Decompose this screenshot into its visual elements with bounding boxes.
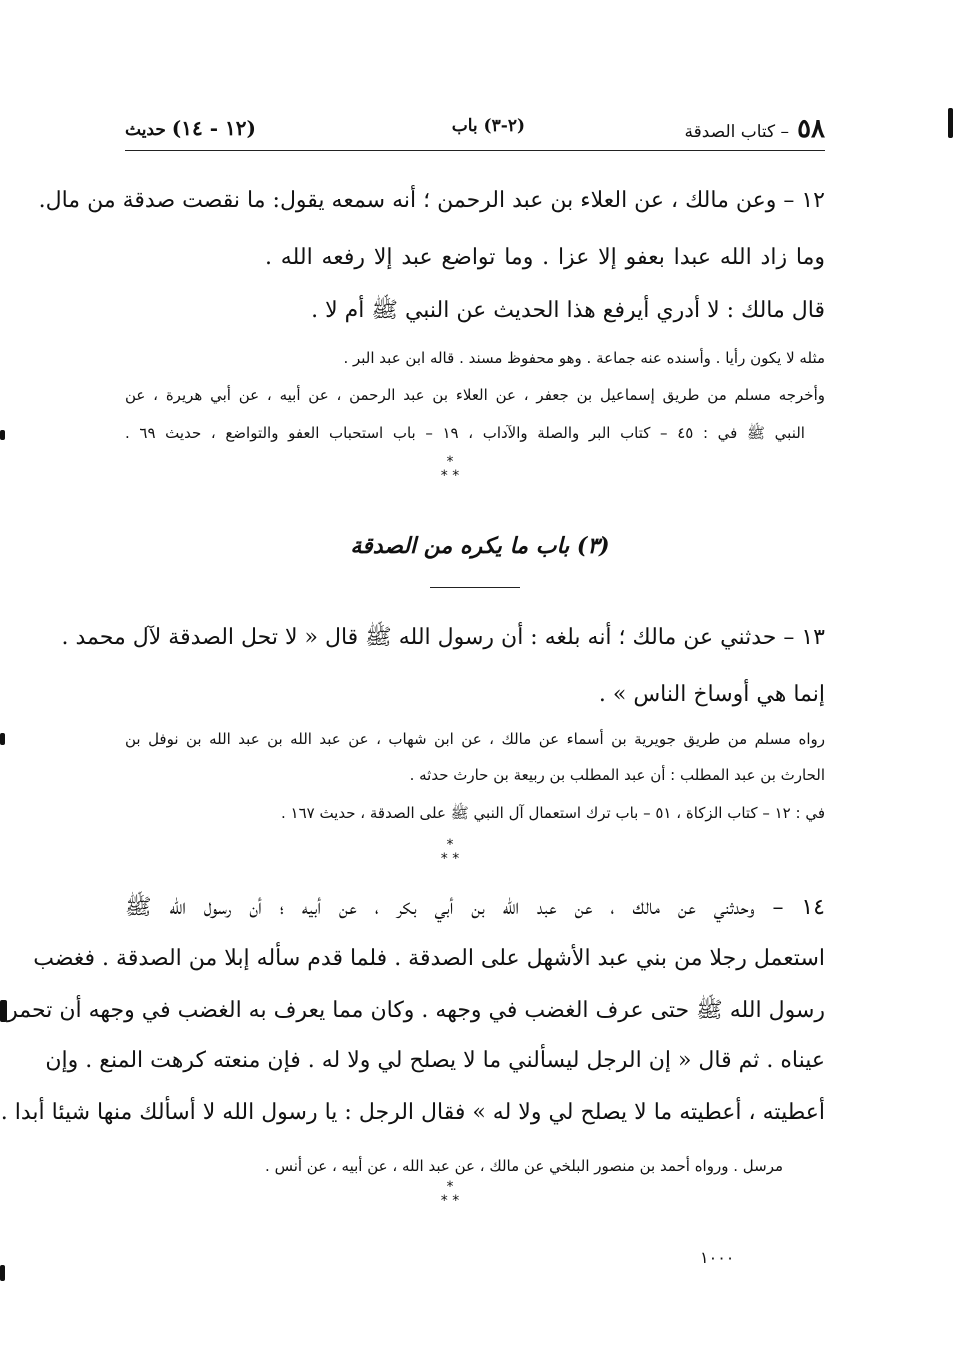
hadith13-line-2: إنما هي أوساخ الناس » . [598, 682, 825, 707]
scan-artifact-bottom-left [0, 1265, 5, 1281]
hadith13-divider-stars: * * * [440, 837, 460, 867]
scan-artifact-upper-left [0, 430, 5, 440]
hadith12-line-2: وما زاد الله عبدا بعفو إلا عزا . وما تواضع عبد إلا رفعه الله . [265, 245, 825, 270]
hadith12-note-3: النبي ﷺ في : ٤٥ – كتاب البر والصلة والآداب ، ١٩ – باب استحباب العفو والتواضع ، حديث ٦٩ . [125, 424, 805, 442]
hadith14-line-2: استعمل رجلا من بني عبد الأشهل على الصدقة . فلما قدم سأله إبلا من الصدقة . فغضب [33, 946, 825, 971]
header-rule [125, 150, 825, 151]
hadith13-note-3: في : ١٢ – كتاب الزكاة ، ٥١ – باب ترك استعمال آل النبي ﷺ على الصدقة ، حديث ١٦٧ . [280, 804, 825, 822]
running-header [125, 112, 825, 146]
hadith14-line-3: رسول الله ﷺ حتى عرف الغضب في وجهه . وكان مما يعرف به الغضب في وجهه أن تحمر [7, 998, 825, 1023]
hadith-ref-numbers: (١٢ - ١٤) [171, 116, 256, 140]
hadith14-line-4: عيناه . ثم قال « إن الرجل ليسألني ما لا يصلح لي ولا له . فإن منعته كرهت المنع . وإن [45, 1048, 825, 1073]
section-title: (٣) باب ما يكره من الصدقة [350, 533, 610, 559]
hadith-ref [125, 116, 256, 140]
hadith13-line-1: ١٣ – حدثني عن مالك ؛ أنه بلغه : أن رسول الله ﷺ قال « لا تحل الصدقة لآل محمد . [61, 625, 825, 650]
header-right [685, 114, 825, 144]
hadith14-divider-stars: * * * [440, 1179, 460, 1209]
hadith13-note-1: رواه مسلم من طريق جويرية بن أسماء عن مالك ، عن ابن شهاب ، عن عبد الله بن عبد الله بن نوفل بن [125, 730, 825, 748]
page-total-number: ١٠٠٠ [700, 1248, 735, 1267]
hadith-ref-label: حديث [125, 120, 166, 140]
hadith14-note-1: مرسل . ورواه أحمد بن منصور البلخي عن مالك ، عن عبد الله ، عن أبيه ، عن أنس . [265, 1157, 783, 1175]
hadith12-note-2: وأخرجه مسلم من طريق إسماعيل بن جعفر ، عن العلاء بن عبد الرحمن ، عن أبيه ، عن أبي هريرة ، عن [125, 386, 825, 404]
section-divider-stars: * * * [440, 454, 460, 484]
hadith14-line-5: أعطيته ، أعطيته ما لا يصلح لي ولا له » فقال الرجل : يا رسول الله لا أسألك منها شيئا أبدا . [0, 1100, 825, 1125]
chapter-ref: (٢-٣) باب [451, 116, 525, 136]
hadith13-note-2: الحارث بن عبد المطلب : أن عبد المطلب بن ربيعة بن حارث حدثه . [409, 766, 825, 784]
page-number: ٥٨ [797, 114, 825, 144]
scan-artifact-middle-left [0, 1000, 7, 1022]
hadith12-line-1: ١٢ – وعن مالك ، عن العلاء بن عبد الرحمن ؛ أنه سمعه يقول: ما نقصت صدقة من مال. [38, 188, 825, 213]
scan-artifact-top [948, 108, 953, 138]
section-title-rule [430, 587, 520, 588]
hadith12-note-1: مثله لا يكون رأيا . وأسنده عنه جماعة . وهو محفوظ مسند . قاله ابن عبد البر . [343, 349, 825, 367]
hadith12-line-3: قال مالك : لا أدري أيرفع هذا الحديث عن النبي ﷺ أم لا . [311, 298, 825, 323]
scan-artifact-left [0, 733, 5, 745]
hadith14-line-1: ١٤ – وحدثني عن مالك ، عن عبد الله بن أبي بكر ، عن أبيه ؛ أن رسول الله ﷺ [125, 895, 825, 920]
book-title: – كتاب الصدقة [684, 122, 790, 142]
